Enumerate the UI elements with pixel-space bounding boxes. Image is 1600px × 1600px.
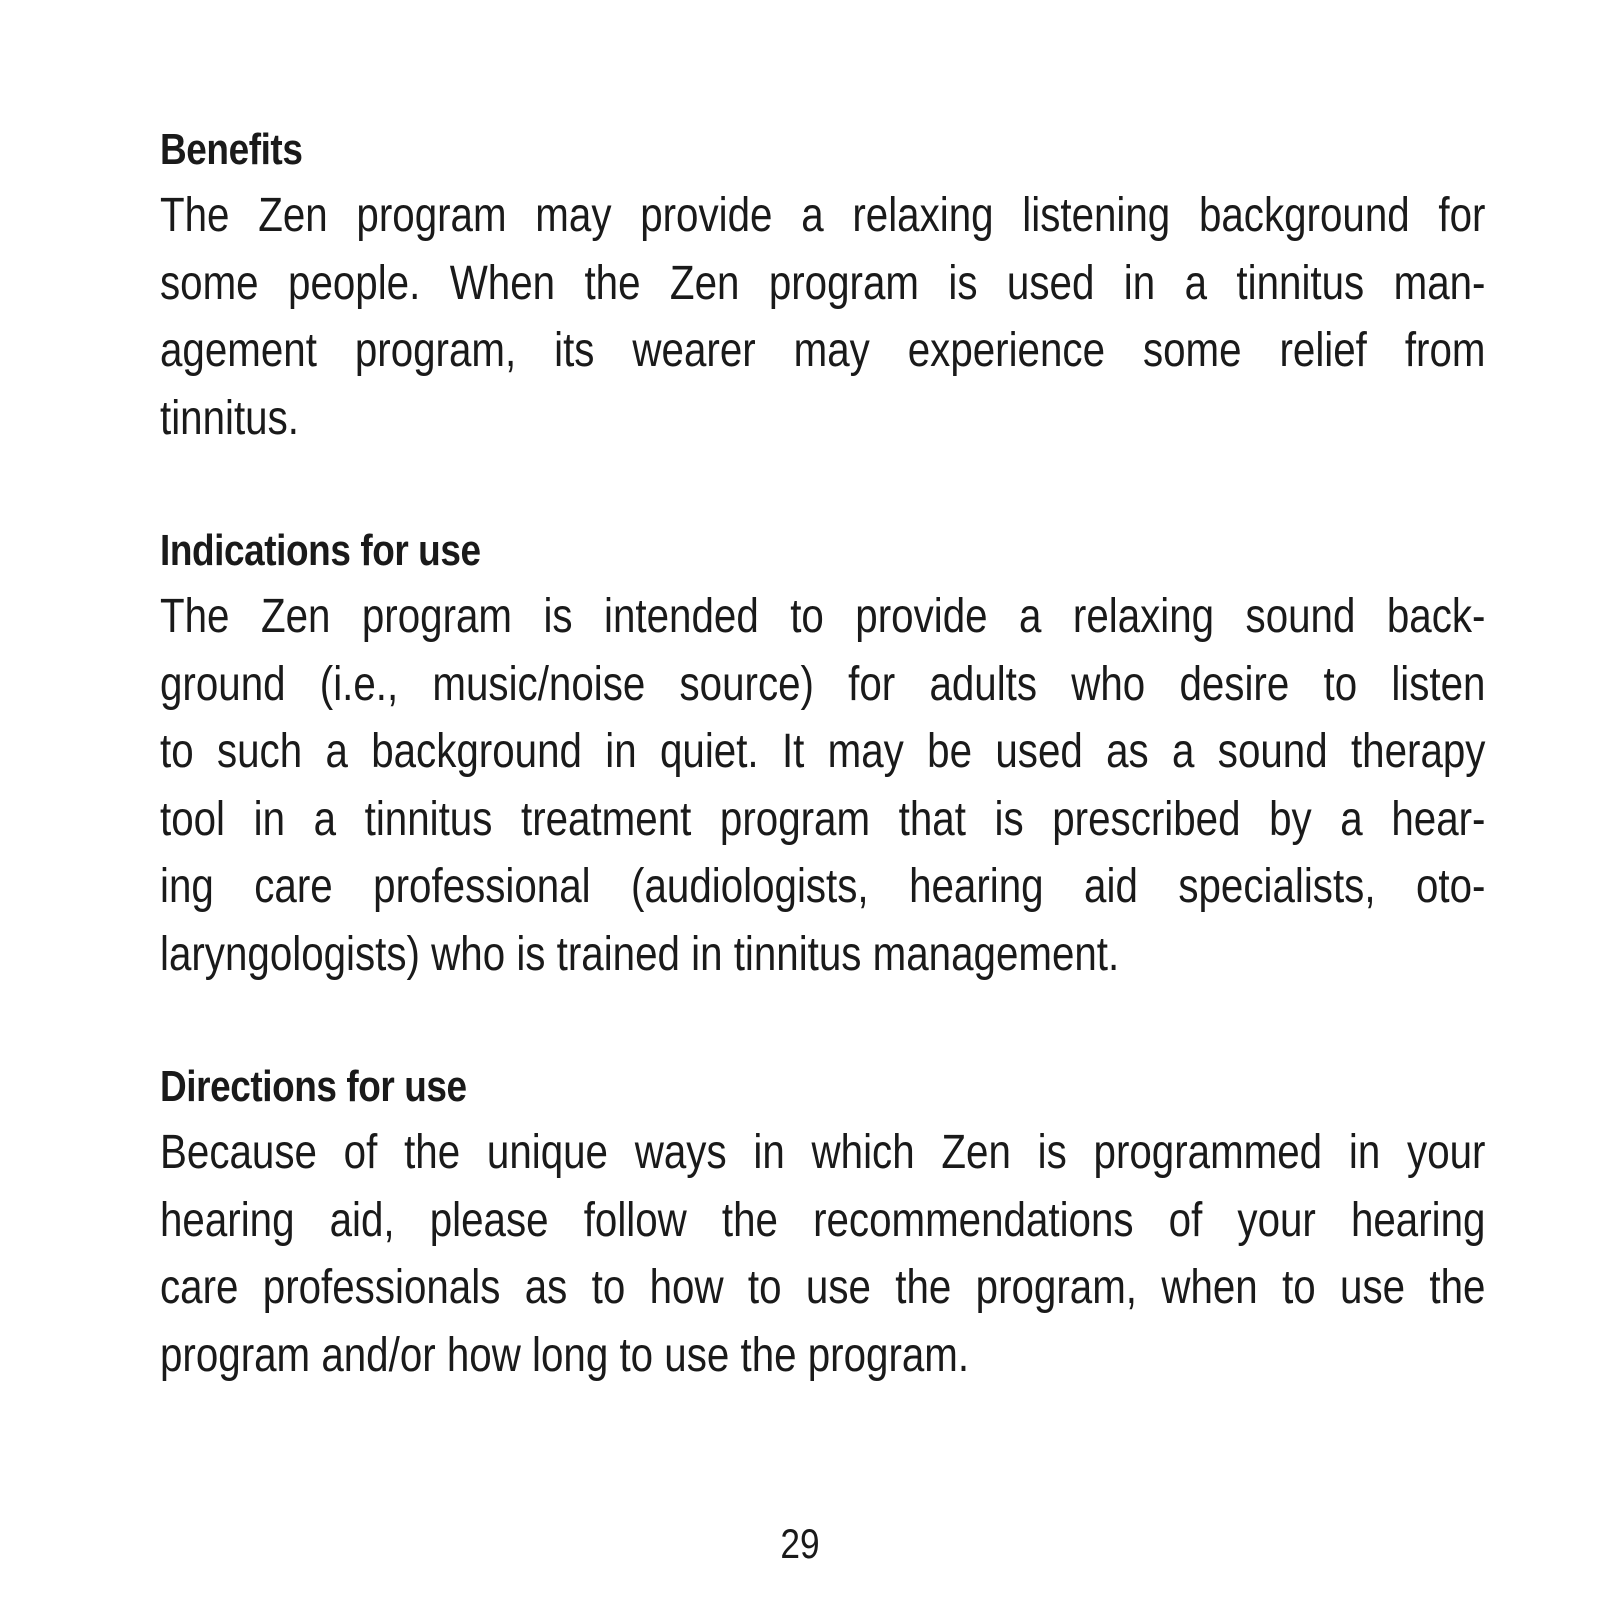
section-heading-indications: Indications for use <box>160 526 481 575</box>
paragraph-line: to such a background in quiet. It may be used as a sound therapy <box>160 725 1486 778</box>
indications-section <box>160 519 1486 988</box>
section-spacer <box>160 988 1486 1055</box>
paragraph-line: tinnitus. <box>160 391 299 445</box>
paragraph-line: The Zen program may provide a relaxing listening background for <box>160 189 1486 242</box>
paragraph-line: ing care professional (audiologists, hearing aid specialists, oto- <box>160 860 1486 913</box>
paragraph-line: ground (i.e., music/noise source) for adults who desire to listen <box>160 657 1486 711</box>
section-spacer <box>160 452 1486 519</box>
paragraph-line: program and/or how long to use the program. <box>160 1328 970 1382</box>
paragraph-line: agement program, its wearer may experience some relief from <box>160 324 1486 377</box>
paragraph-line: care professionals as to how to use the program, when to use the <box>160 1261 1486 1314</box>
paragraph-line: tool in a tinnitus treatment program that is prescribed by a hear- <box>160 792 1486 846</box>
paragraph-line: hearing aid, please follow the recommendations of your hearing <box>160 1193 1486 1247</box>
benefits-section <box>160 118 1486 452</box>
paragraph-line: some people. When the Zen program is used in a tinnitus man- <box>160 256 1486 310</box>
paragraph-line: laryngologists) who is trained in tinnitus management. <box>160 927 1120 981</box>
document-page <box>160 118 1486 1389</box>
page-number: 29 <box>780 1520 820 1567</box>
section-heading-benefits: Benefits <box>160 125 303 174</box>
paragraph-line: Because of the unique ways in which Zen is programmed in your <box>160 1126 1486 1179</box>
section-heading-directions: Directions for use <box>160 1062 467 1111</box>
directions-section <box>160 1055 1486 1389</box>
paragraph-line: The Zen program is intended to provide a relaxing sound back- <box>160 590 1486 643</box>
